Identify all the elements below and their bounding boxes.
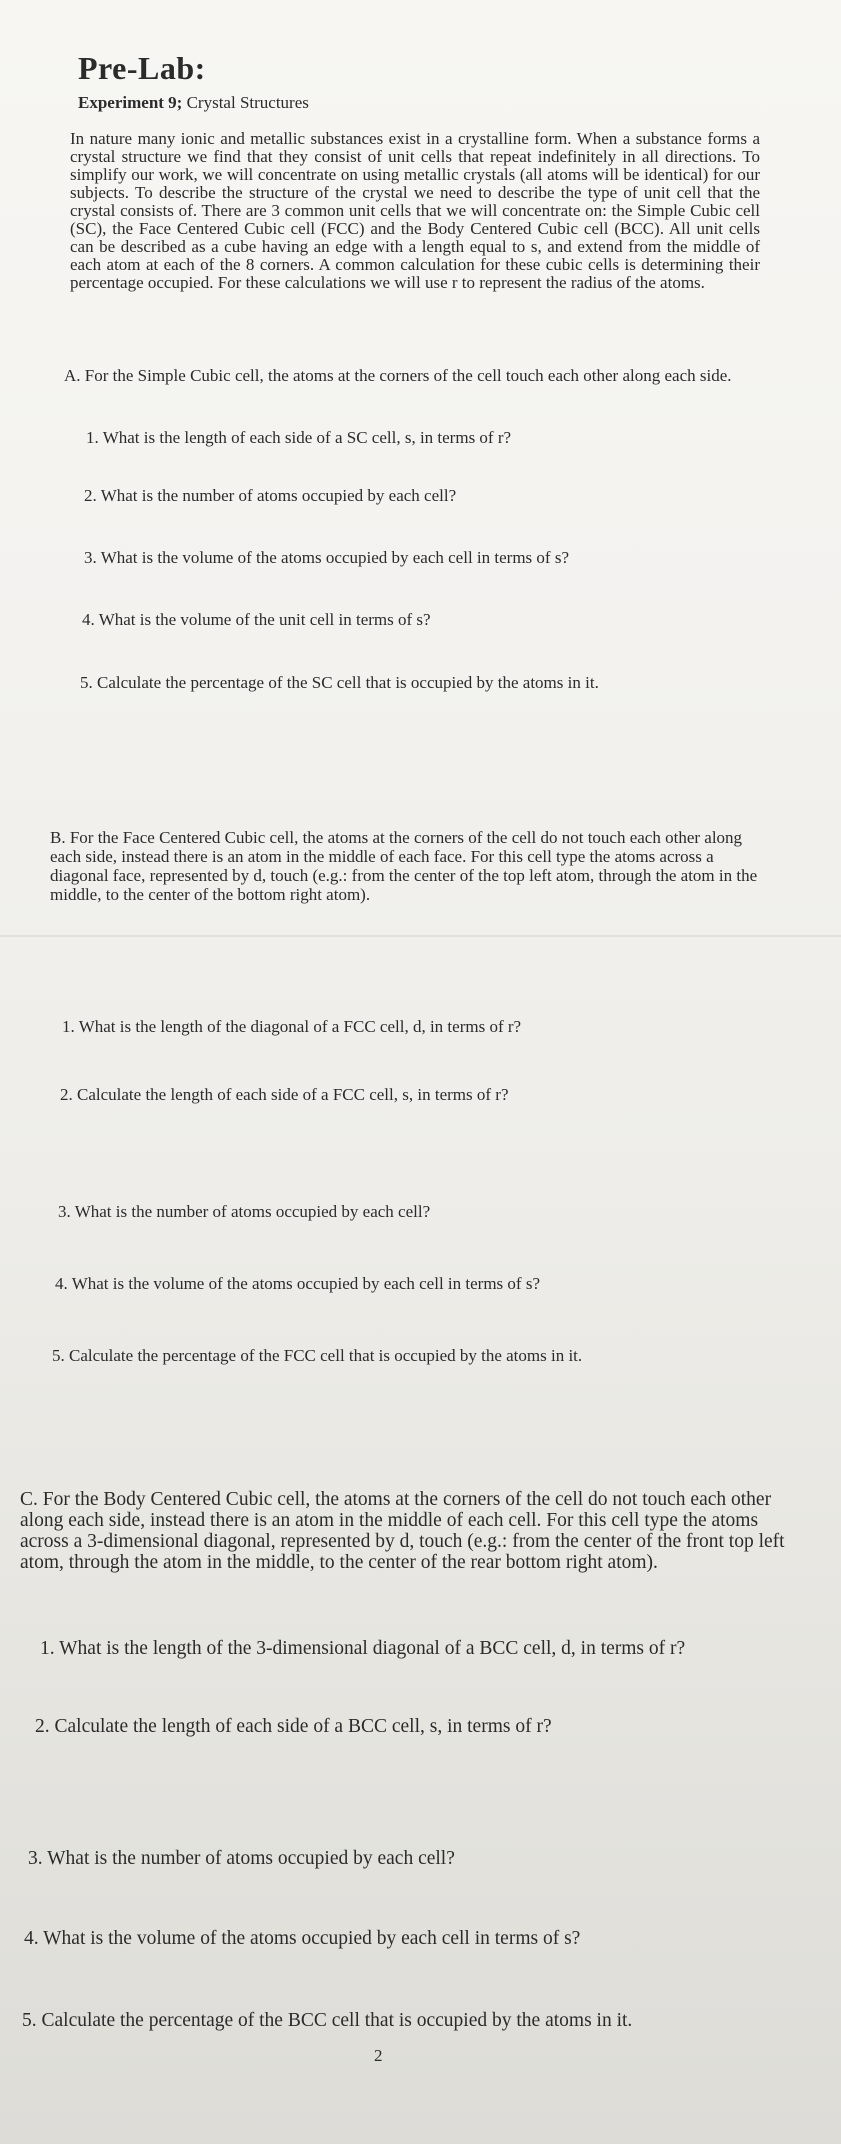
experiment-number: Experiment 9; [78,93,183,112]
section-a-question-5: 5. Calculate the percentage of the SC cell that is occupied by the atoms in it. [80,673,599,692]
section-c-question-4: 4. What is the volume of the atoms occupied by each cell in terms of s? [24,1928,581,1949]
section-a-question-4: 4. What is the volume of the unit cell in terms of s? [82,610,431,629]
intro-paragraph: In nature many ionic and metallic substances exist in a crystalline form. When a substance forms a crystal structure we find that they consist of unit cells that repeat indefinitely in all directions. To simplify our work, we will concentrate on using metallic crystals (all atoms will be identical) for our subjects. To describe the structure of the crystal we need to describe the type of unit cell that the crystal consists of. There are 3 common unit cells that we will concentrate on: the Simple Cubic cell (SC), the Face Centered Cubic cell (FCC) and the Body Centered Cubic cell (BCC). All unit cells can be described as a cube having an edge with a length equal to s, and extend from the middle of each atom at each of the 8 corners. A common calculation for these cubic cells is determining their percentage occupied. For these calculations we will use r to represent the radius of the atoms. [70,129,760,292]
section-a-question-1: 1. What is the length of each side of a SC cell, s, in terms of r? [86,428,512,447]
page-number: 2 [374,2046,383,2065]
section-b-heading: B. For the Face Centered Cubic cell, the atoms at the corners of the cell do not touch each other along each side, instead there is an atom in the middle of each face. For this cell type the atoms across a diagonal face, represented by d, touch (e.g.: from the center of the top left atom, through the atom in the middle, to the center of the bottom right atom). [50,828,758,904]
section-a-question-2: 2. What is the number of atoms occupied by each cell? [84,486,457,505]
section-b-question-5: 5. Calculate the percentage of the FCC cell that is occupied by the atoms in it. [52,1346,583,1365]
section-c-heading: C. For the Body Centered Cubic cell, the atoms at the corners of the cell do not touch each other along each side, instead there is an atom in the middle of each cell. For this cell type the atoms across a 3-dimensional diagonal, represented by d, touch (e.g.: from the center of the front top left atom, through the atom in the middle, to the center of the rear bottom right atom). [20,1489,785,1573]
section-b-question-2: 2. Calculate the length of each side of a FCC cell, s, in terms of r? [60,1085,509,1104]
section-c-question-2: 2. Calculate the length of each side of a BCC cell, s, in terms of r? [35,1716,552,1737]
section-a-heading: A. For the Simple Cubic cell, the atoms at the corners of the cell touch each other along each side. [64,366,732,385]
section-b-question-1: 1. What is the length of the diagonal of a FCC cell, d, in terms of r? [62,1017,522,1036]
section-c-question-1: 1. What is the length of the 3-dimensional diagonal of a BCC cell, d, in terms of r? [40,1638,686,1659]
experiment-name: Crystal Structures [182,93,309,112]
section-a-question-3: 3. What is the volume of the atoms occupied by each cell in terms of s? [84,548,569,567]
paper-fold [0,935,841,937]
section-c-question-3: 3. What is the number of atoms occupied by each cell? [28,1848,455,1869]
section-b-question-4: 4. What is the volume of the atoms occupied by each cell in terms of s? [55,1274,540,1293]
section-b-question-3: 3. What is the number of atoms occupied by each cell? [58,1202,431,1221]
experiment-subtitle [78,93,309,113]
page-title: Pre-Lab: [78,50,206,86]
section-c-question-5: 5. Calculate the percentage of the BCC cell that is occupied by the atoms in it. [22,2010,633,2031]
